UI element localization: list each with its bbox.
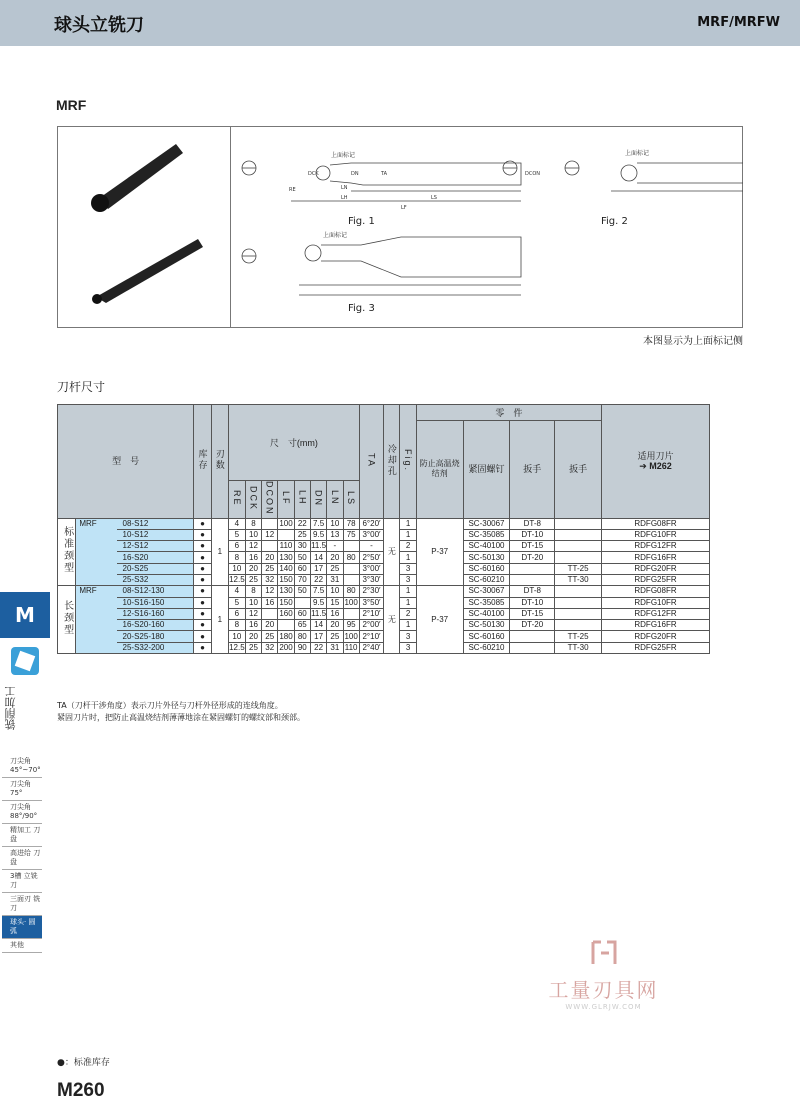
dck-cell: 25 xyxy=(245,574,261,585)
milling-icon xyxy=(10,646,40,676)
insert-cell: RDFG08FR xyxy=(601,518,709,529)
screw-cell: SC-50130 xyxy=(463,552,510,563)
ls-cell: 100 xyxy=(344,631,358,641)
screw-cell: SC-40100 xyxy=(463,541,510,552)
dck-cell: 20 xyxy=(245,563,261,574)
dck-cell: 12 xyxy=(245,541,261,552)
table-row xyxy=(58,586,710,597)
stock-cell: ● xyxy=(194,541,211,552)
re-cell: 10 xyxy=(228,563,245,574)
re-cell: 8 xyxy=(228,552,245,563)
header-dim-re: RE xyxy=(228,481,245,519)
lf-cell: 130 xyxy=(279,586,293,596)
stock-cell: ● xyxy=(194,552,211,563)
sidebar-menu-item[interactable]: 球头· 圆弧 xyxy=(2,916,42,939)
fig-cell: 1 xyxy=(400,518,416,529)
wrench2-cell xyxy=(555,518,602,529)
wrench1-cell: DT-15 xyxy=(510,608,555,619)
ta-cell: 2°40′ xyxy=(359,642,383,653)
dn-cell: 14 xyxy=(310,620,326,631)
re-cell: 12.5 xyxy=(229,575,245,585)
header-insert: 适用刀片 ➔ M262 xyxy=(601,405,709,519)
model-cell: 08-S12 xyxy=(117,518,194,529)
fig-cell: 3 xyxy=(400,631,416,642)
lf-cell: 200 xyxy=(279,642,293,652)
screw-cell: SC-60210 xyxy=(463,642,510,653)
screw-cell: SC-50130 xyxy=(463,620,510,631)
dck-cell: 8 xyxy=(245,586,261,597)
dcon-cell: 12 xyxy=(262,586,278,597)
series-cell: MRF xyxy=(76,586,117,654)
table-row xyxy=(58,574,710,585)
ta-cell: 2°10′ xyxy=(359,631,383,642)
dn-cell: 7.5 xyxy=(310,586,326,597)
sidebar-vertical-label: 铣削加工 xyxy=(4,686,17,730)
header-coolant: 冷却孔 xyxy=(384,405,400,519)
lh-cell xyxy=(294,597,310,608)
figure-box xyxy=(57,126,743,328)
table-row xyxy=(58,597,710,608)
ta-cell: 2°10′ xyxy=(359,608,383,619)
ta-cell: 6°20′ xyxy=(359,518,383,529)
dcon-cell xyxy=(262,518,278,529)
page-number: M260 xyxy=(57,1080,105,1101)
ls-cell: 80 xyxy=(343,552,359,563)
stock-cell: ● xyxy=(194,597,211,608)
model-cell: 20-S25 xyxy=(117,563,194,574)
insert-cell: RDFG16FR xyxy=(601,552,709,563)
ls-cell: 78 xyxy=(343,518,359,529)
header-wrench2: 扳手 xyxy=(555,421,602,519)
ln-cell: 31 xyxy=(327,574,343,585)
dn-cell: 9.5 xyxy=(310,597,326,608)
spec-table xyxy=(57,404,710,654)
lh-cell: 50 xyxy=(294,552,310,563)
fig-cell: 3 xyxy=(400,574,416,585)
model-cell: 10-S12 xyxy=(117,529,194,540)
sidebar-menu-item[interactable]: 刀尖角 88°/90° xyxy=(2,801,42,824)
sidebar-menu-item[interactable]: 其他 xyxy=(2,939,42,953)
dn-cell: 7.5 xyxy=(310,518,326,529)
teeth-cell: 1 xyxy=(211,586,228,654)
ln-cell: 13 xyxy=(327,529,343,540)
ta-cell: 3°00′ xyxy=(359,529,383,540)
header-parts: 零 件 xyxy=(416,405,601,421)
legend: ●：标准库存 xyxy=(57,1058,110,1068)
fig-cell: 2 xyxy=(400,541,416,552)
re-cell: 4 xyxy=(228,586,245,597)
wrench2-cell xyxy=(555,597,602,608)
model-cell: 10-S16-150 xyxy=(117,597,194,608)
dcon-cell: 25 xyxy=(262,631,278,642)
figure-note: 本图显示为上面标记侧 xyxy=(643,336,743,347)
re-cell: 10 xyxy=(228,631,245,642)
series-code: MRF/MRFW xyxy=(697,15,780,30)
page-title: 球头立铣刀 xyxy=(54,15,144,36)
lh-cell: 80 xyxy=(294,631,310,642)
dim-dn-label: DN xyxy=(351,171,359,177)
stock-cell: ● xyxy=(194,529,211,540)
coolant-cell: 无 xyxy=(384,586,400,654)
stock-cell: ● xyxy=(194,642,211,653)
antiseize-cell: P-37 xyxy=(416,586,463,654)
fig-cell: 3 xyxy=(400,642,416,653)
wrench1-cell xyxy=(510,563,555,574)
wrench1-cell: DT-8 xyxy=(510,586,555,597)
ln-cell: - xyxy=(327,541,343,552)
header-ta: TA xyxy=(359,405,383,519)
ta-cell: 2°00′ xyxy=(359,620,383,631)
sidebar-menu xyxy=(2,755,42,953)
lh-cell: 30 xyxy=(294,541,310,552)
mark-label-1: 上面标记 xyxy=(331,152,356,159)
watermark-logo-icon xyxy=(589,940,619,966)
dcon-cell xyxy=(262,541,278,552)
insert-cell: RDFG12FR xyxy=(601,608,709,619)
dn-cell: 14 xyxy=(310,552,326,563)
stock-cell: ● xyxy=(194,563,211,574)
insert-cell: RDFG25FR xyxy=(601,574,709,585)
re-cell: 5 xyxy=(228,529,245,540)
fig1-label: Fig. 1 xyxy=(348,216,375,227)
dn-cell: 11.5 xyxy=(311,609,327,619)
dcon-cell xyxy=(262,608,278,619)
lf-cell: 160 xyxy=(279,609,293,619)
table-row xyxy=(58,518,710,529)
insert-cell: RDFG08FR xyxy=(601,586,709,597)
table-row xyxy=(58,608,710,619)
model-cell: 25-S32 xyxy=(117,574,194,585)
watermark-text: 工量刃具网 xyxy=(548,978,659,1002)
dim-dck-label: DCK xyxy=(308,171,319,177)
header-dim-lh: LH xyxy=(294,481,310,519)
lf-cell: 110 xyxy=(279,541,293,551)
dcon-cell: 20 xyxy=(262,620,278,631)
screw-cell: SC-40100 xyxy=(463,608,510,619)
insert-cell: RDFG20FR xyxy=(601,563,709,574)
header-antiseize: 防止高温烧结剂 xyxy=(416,421,463,519)
fig-cell: 3 xyxy=(400,563,416,574)
dim-ln-label: LN xyxy=(341,185,348,191)
stock-cell: ● xyxy=(194,586,211,597)
sidebar-menu-item[interactable]: 刀尖角 45°~70° xyxy=(2,755,42,778)
header-dim-dcon: DCON xyxy=(262,481,278,519)
dim-ta-label: TA xyxy=(381,171,388,177)
coolant-cell: 无 xyxy=(384,518,400,586)
lf-cell: 150 xyxy=(279,597,293,607)
ls-cell xyxy=(343,541,359,552)
watermark-url: WWW.GLRJW.COM xyxy=(565,1003,642,1011)
lh-cell: 50 xyxy=(294,586,310,597)
dim-lh-label: LH xyxy=(341,195,348,201)
dcon-cell: 16 xyxy=(262,597,278,608)
model-cell: 08-S12-130 xyxy=(117,586,194,597)
wrench2-cell: TT-25 xyxy=(555,631,602,642)
ta-cell: 3°00′ xyxy=(359,563,383,574)
ls-cell: 80 xyxy=(343,586,359,597)
wrench2-cell xyxy=(555,541,602,552)
lf-cell: 130 xyxy=(279,552,293,562)
wrench2-cell xyxy=(555,608,602,619)
dck-cell: 10 xyxy=(245,597,261,608)
tool-drawings xyxy=(231,127,743,327)
wrench1-cell: DT-15 xyxy=(510,541,555,552)
watermark xyxy=(536,940,671,1011)
dcon-cell: 32 xyxy=(262,574,278,585)
lh-cell: 65 xyxy=(294,620,310,631)
insert-cell: RDFG16FR xyxy=(601,620,709,631)
table-row xyxy=(58,631,710,642)
ln-cell: 25 xyxy=(327,631,343,642)
fig3-label: Fig. 3 xyxy=(348,303,375,314)
wrench1-cell: DT-10 xyxy=(510,529,555,540)
insert-cell: RDFG25FR xyxy=(601,642,709,653)
stock-cell: ● xyxy=(194,518,211,529)
header-screw: 紧固螺钉 xyxy=(463,421,510,519)
wrench2-cell xyxy=(555,529,602,540)
lh-cell: 60 xyxy=(294,563,310,574)
wrench2-cell xyxy=(555,552,602,563)
model-cell: 12-S12 xyxy=(117,541,194,552)
ln-cell: 10 xyxy=(327,518,343,529)
lf-cell xyxy=(278,529,294,540)
ta-cell: 3°30′ xyxy=(359,574,383,585)
sidebar-menu-item[interactable]: 刀尖角 75° xyxy=(2,778,42,801)
dn-cell: 22 xyxy=(310,642,326,653)
table-row xyxy=(58,642,710,653)
ls-cell: 75 xyxy=(343,529,359,540)
screw-cell: SC-30067 xyxy=(463,518,510,529)
model-cell: 12-S16-160 xyxy=(117,608,194,619)
dck-cell: 20 xyxy=(245,631,261,642)
screw-cell: SC-60160 xyxy=(463,563,510,574)
fig-cell: 2 xyxy=(400,608,416,619)
re-cell: 6 xyxy=(228,541,245,552)
lf-cell: 140 xyxy=(279,563,293,573)
header-model: 型 号 xyxy=(58,405,194,519)
lf-cell: 100 xyxy=(279,518,293,528)
lf-cell: 150 xyxy=(279,575,293,585)
sidebar-menu-item[interactable]: 精加工 刀盘 xyxy=(2,824,42,847)
dn-cell: 17 xyxy=(310,631,326,642)
ls-cell xyxy=(343,608,359,619)
screw-cell: SC-35085 xyxy=(463,529,510,540)
table-row xyxy=(58,529,710,540)
stock-cell: ● xyxy=(194,608,211,619)
dn-cell: 11.5 xyxy=(311,541,327,551)
wrench2-cell xyxy=(555,586,602,597)
screw-cell: SC-35085 xyxy=(463,597,510,608)
dn-cell: 9.5 xyxy=(310,529,326,540)
page-header xyxy=(0,0,800,46)
wrench2-cell: TT-30 xyxy=(555,574,602,585)
ta-cell: 2°50′ xyxy=(359,552,383,563)
dcon-cell: 20 xyxy=(262,552,278,563)
fig-cell: 1 xyxy=(400,586,416,597)
footnote-screw: 紧固刀片时，把防止高温烧结剂薄薄地涂在紧固螺钉的螺纹部和颈部。 xyxy=(57,713,305,722)
fig-cell: 1 xyxy=(400,597,416,608)
model-cell: 16-S20-160 xyxy=(117,620,194,631)
header-dim-ls: LS xyxy=(343,481,359,519)
header-dim-dn: DN xyxy=(310,481,326,519)
dcon-cell: 12 xyxy=(262,529,278,540)
header-dims: 尺 寸(mm) xyxy=(228,405,359,481)
ln-cell: 20 xyxy=(327,620,343,631)
tool-photo xyxy=(58,127,230,327)
ln-cell: 10 xyxy=(327,586,343,597)
table-row xyxy=(58,563,710,574)
table-row xyxy=(58,541,710,552)
stock-cell: ● xyxy=(194,574,211,585)
re-cell: 6 xyxy=(228,608,245,619)
lh-cell: 22 xyxy=(294,518,310,529)
stock-cell: ● xyxy=(194,631,211,642)
header-wrench1: 扳手 xyxy=(510,421,555,519)
dn-cell: 17 xyxy=(310,563,326,574)
fig-cell: 1 xyxy=(400,620,416,631)
sidebar-menu-item[interactable]: 高进给 刀盘 xyxy=(2,847,42,870)
wrench1-cell: DT-8 xyxy=(510,518,555,529)
ta-cell: 2°30′ xyxy=(359,586,383,597)
stock-cell: ● xyxy=(194,620,211,631)
insert-cell: RDFG10FR xyxy=(601,597,709,608)
lh-cell: 70 xyxy=(294,574,310,585)
sidebar-tab-m[interactable]: M xyxy=(0,592,50,638)
fig-cell: 1 xyxy=(400,529,416,540)
re-cell: 12.5 xyxy=(229,642,245,652)
ls-cell: 95 xyxy=(343,620,359,631)
mark-label-3: 上面标记 xyxy=(323,232,348,239)
fig2-label: Fig. 2 xyxy=(601,216,628,227)
ln-cell: 31 xyxy=(327,642,343,653)
wrench1-cell: DT-10 xyxy=(510,597,555,608)
group-standard-neck: 标准颈型 xyxy=(58,518,76,586)
dim-dcon-label: DCON xyxy=(525,171,541,177)
lh-cell: 60 xyxy=(294,608,310,619)
dck-cell: 16 xyxy=(245,620,261,631)
dim-ls-label: LS xyxy=(431,195,437,201)
header-teeth: 刃数 xyxy=(211,405,228,519)
dck-cell: 16 xyxy=(245,552,261,563)
sidebar-menu-item[interactable]: 三面刃 铣刀 xyxy=(2,893,42,916)
header-fig: Fig. xyxy=(400,405,416,519)
re-cell: 5 xyxy=(228,597,245,608)
ln-cell: 15 xyxy=(327,597,343,608)
wrench1-cell: DT-20 xyxy=(510,620,555,631)
table-row xyxy=(58,552,710,563)
lf-cell: 180 xyxy=(279,631,293,641)
section-title: MRF xyxy=(56,97,87,113)
dck-cell: 12 xyxy=(245,608,261,619)
model-cell: 16-S20 xyxy=(117,552,194,563)
lf-cell xyxy=(278,620,294,631)
dim-re-label: RE xyxy=(289,187,296,193)
model-cell: 25-S32-200 xyxy=(117,642,194,653)
ls-cell xyxy=(343,574,359,585)
wrench1-cell xyxy=(510,631,555,642)
antiseize-cell: P-37 xyxy=(416,518,463,586)
model-cell: 20-S25-180 xyxy=(117,631,194,642)
header-dim-lf: LF xyxy=(278,481,294,519)
teeth-cell: 1 xyxy=(211,518,228,586)
sidebar-menu-item[interactable]: 3槽 立铣刀 xyxy=(2,870,42,893)
fig-cell: 1 xyxy=(400,552,416,563)
wrench1-cell: DT-20 xyxy=(510,552,555,563)
table-title: 刀杆尺寸 xyxy=(57,380,106,394)
dck-cell: 8 xyxy=(245,518,261,529)
footnote-ta: TA（刀杆干涉角度）表示刀片外径与刀杆外径形成的连线角度。 xyxy=(57,701,283,710)
wrench2-cell xyxy=(555,620,602,631)
ls-cell: 100 xyxy=(344,597,358,607)
dcon-cell: 32 xyxy=(262,642,278,653)
insert-cell: RDFG20FR xyxy=(601,631,709,642)
table-row xyxy=(58,620,710,631)
dn-cell: 22 xyxy=(310,574,326,585)
wrench1-cell xyxy=(510,642,555,653)
dcon-cell: 25 xyxy=(262,563,278,574)
screw-cell: SC-60160 xyxy=(463,631,510,642)
insert-cell: RDFG10FR xyxy=(601,529,709,540)
ln-cell: 20 xyxy=(327,552,343,563)
screw-cell: SC-30067 xyxy=(463,586,510,597)
screw-cell: SC-60210 xyxy=(463,574,510,585)
lh-cell: 90 xyxy=(294,642,310,653)
header-stock: 库存 xyxy=(194,405,211,519)
wrench1-cell xyxy=(510,574,555,585)
dck-cell: 10 xyxy=(245,529,261,540)
ln-cell: 25 xyxy=(327,563,343,574)
re-cell: 8 xyxy=(228,620,245,631)
lh-cell: 25 xyxy=(294,529,310,540)
ta-cell: - xyxy=(359,541,383,552)
ln-cell: 16 xyxy=(327,608,343,619)
series-cell: MRF xyxy=(76,518,117,586)
header-dim-dck: DCK xyxy=(245,481,261,519)
mark-label-2: 上面标记 xyxy=(625,150,650,157)
group-long-neck: 长颈型 xyxy=(58,586,76,654)
wrench2-cell: TT-25 xyxy=(555,563,602,574)
dim-lf-label: LF xyxy=(401,205,407,211)
dck-cell: 25 xyxy=(245,642,261,653)
re-cell: 4 xyxy=(228,518,245,529)
header-dim-ln: LN xyxy=(327,481,343,519)
ls-cell: 110 xyxy=(344,642,358,652)
ta-cell: 3°50′ xyxy=(359,597,383,608)
insert-cell: RDFG12FR xyxy=(601,541,709,552)
ls-cell xyxy=(343,563,359,574)
wrench2-cell: TT-30 xyxy=(555,642,602,653)
